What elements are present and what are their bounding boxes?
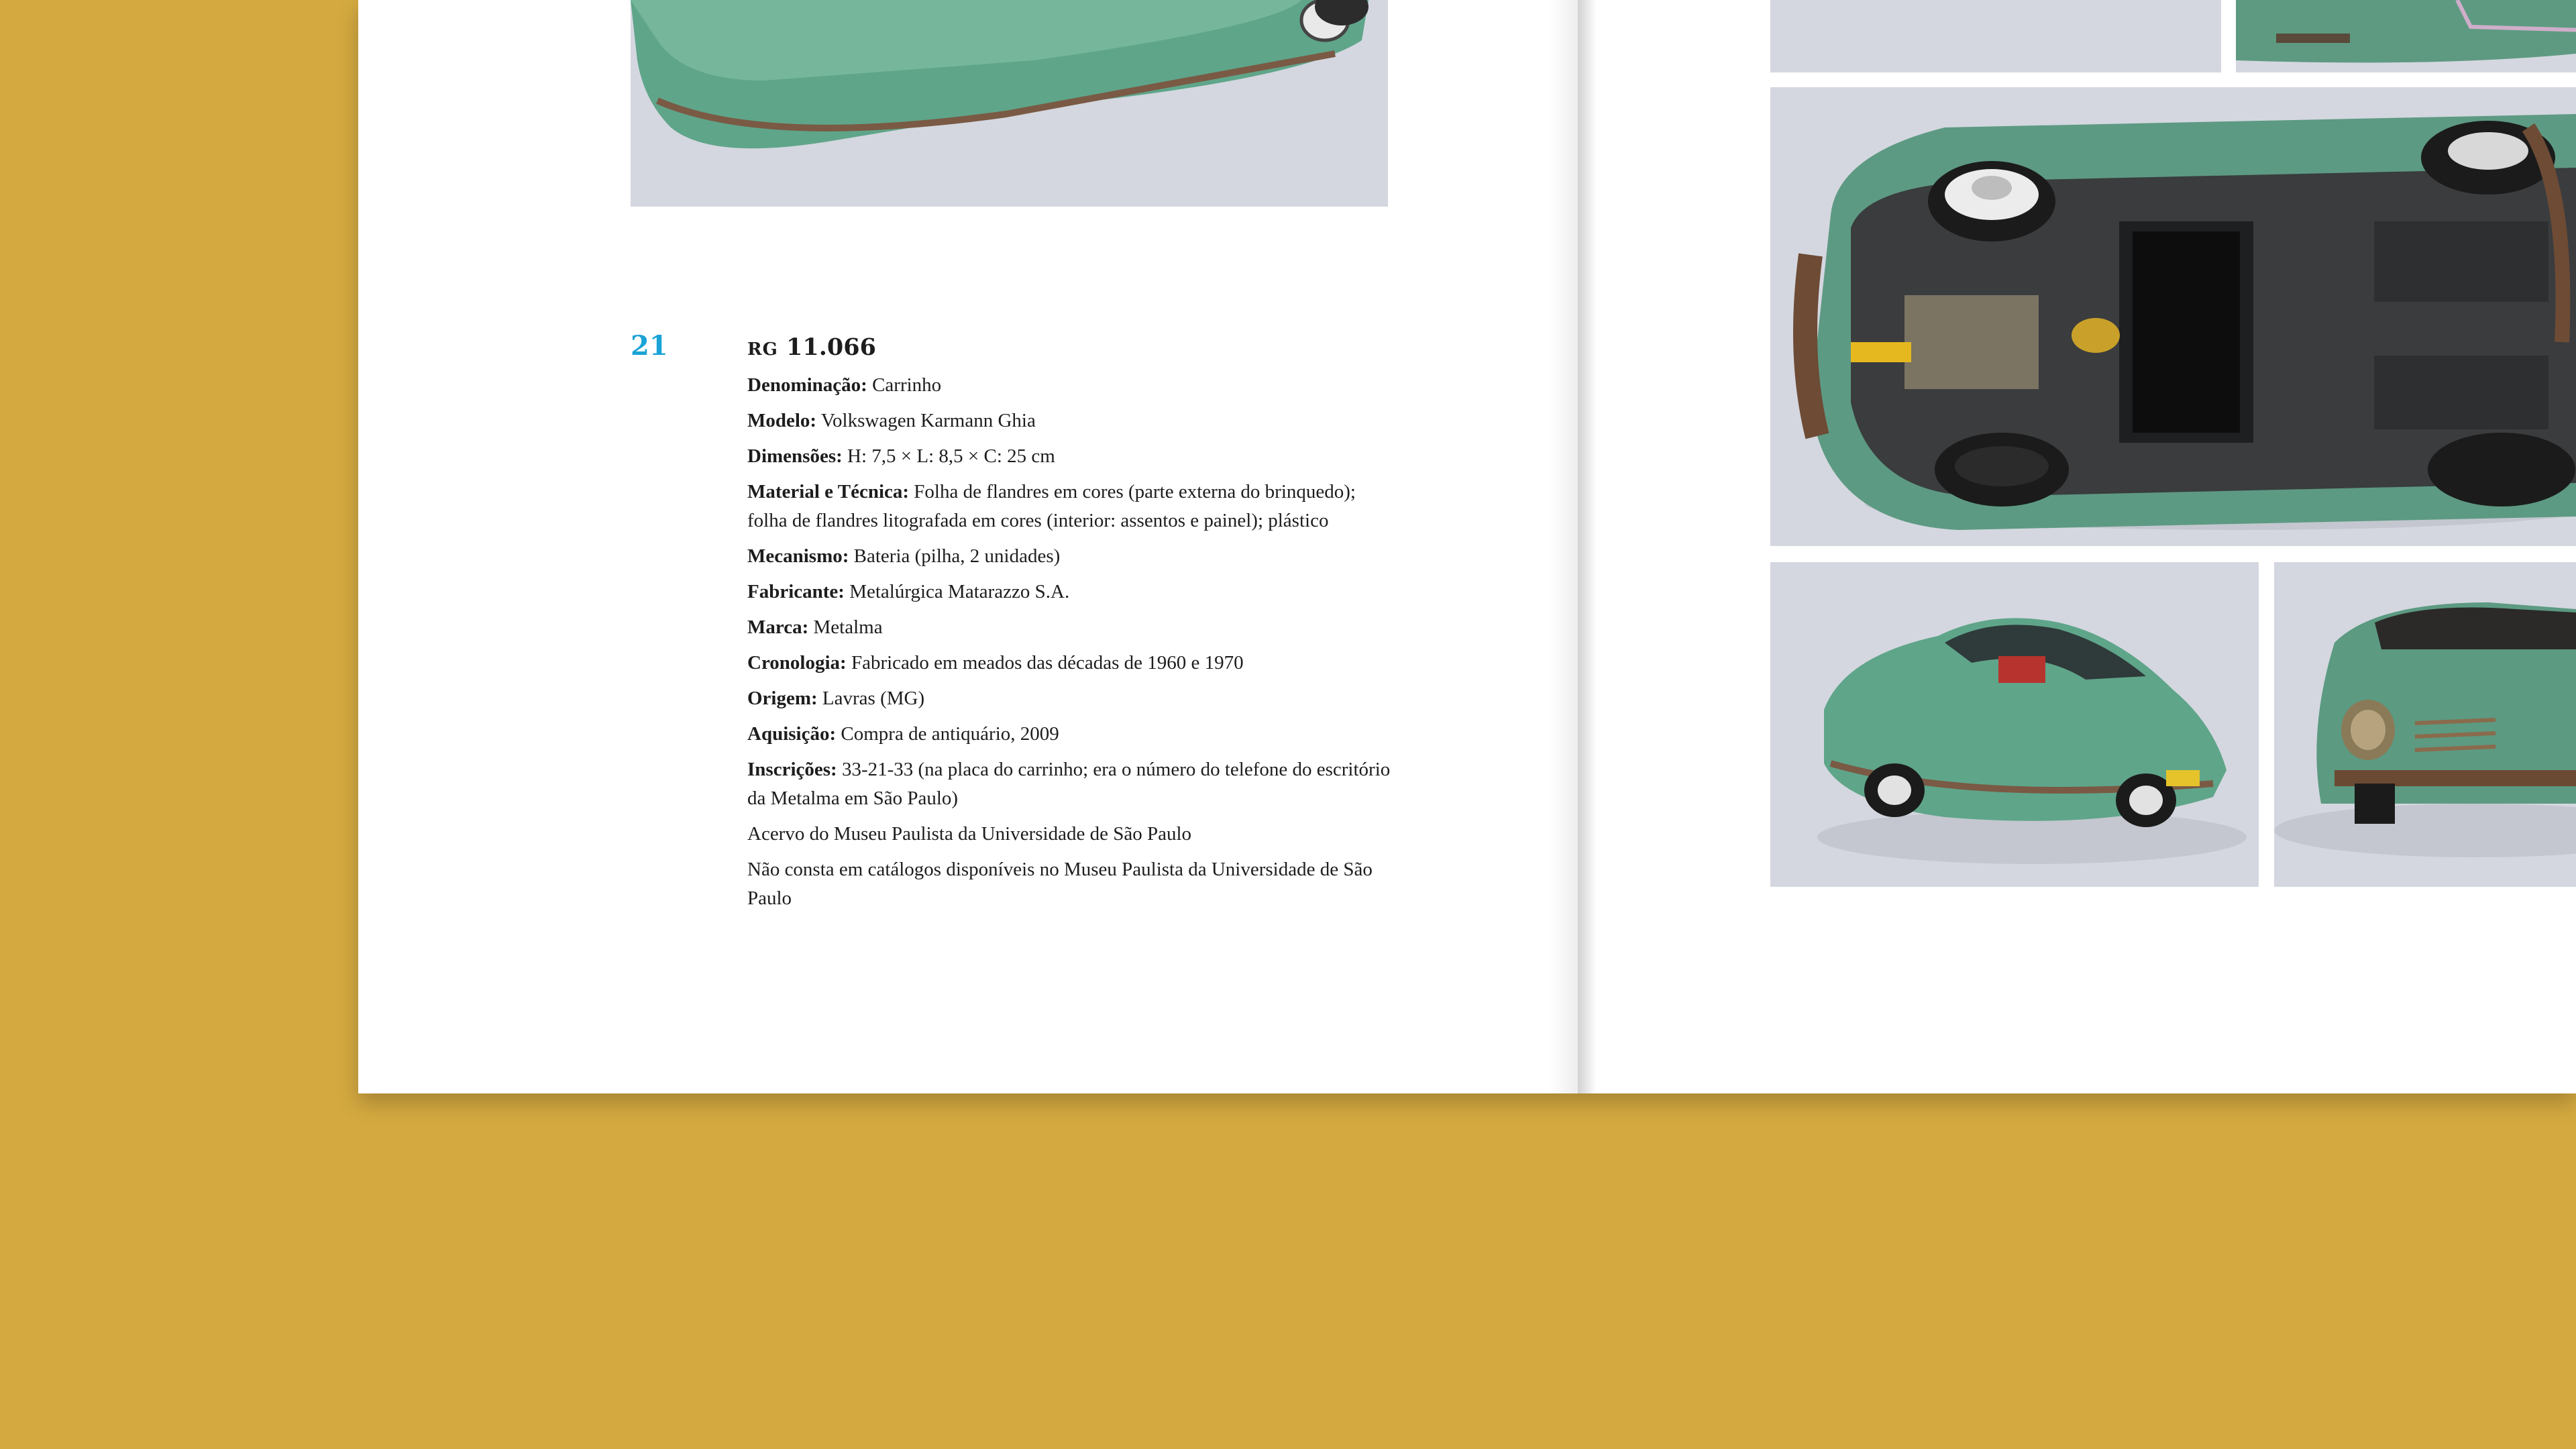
field-mecanismo: Mecanismo: Bateria (pilha, 2 unidades) (747, 545, 1061, 567)
field-fabricante: Fabricante: Metalúrgica Matarazzo S.A. (747, 581, 1070, 602)
car-photo-top-a (1770, 0, 2221, 72)
catalog-entry (747, 334, 1391, 920)
field-origem: Origem: Lavras (MG) (747, 688, 925, 709)
rg-prefix: RG (747, 339, 778, 360)
rg-value: 11.066 (786, 333, 876, 361)
field-cronologia: Cronologia: Fabricado em meados das décadas de 1960 e 1970 (747, 652, 1244, 674)
car-underside-photo (1770, 87, 2576, 546)
field-modelo: Modelo: Volkswagen Karmann Ghia (747, 410, 1036, 431)
field-aquisicao: Aquisição: Compra de antiquário, 2009 (747, 723, 1059, 745)
field-inscricoes: Inscrições: 33-21-33 (na placa do carrinho; era o número do telefone do escritório da Metalma em São Paulo) (747, 759, 1391, 809)
entry-number: 21 (631, 330, 668, 362)
car-photo-top-b (2236, 0, 2576, 72)
car-rear-photo (1770, 562, 2259, 887)
field-material-tecnica: Material e Técnica: Folha de flandres em cores (parte externa do brinquedo); folha de flandres litografada em cores (interior: assentos e painel); plástico (747, 481, 1356, 531)
car-front-photo (631, 0, 1388, 207)
field-dimensoes: Dimensões: H: 7,5 × L: 8,5 × C: 25 cm (747, 445, 1055, 467)
rg-code (747, 334, 1391, 363)
field-marca: Marca: Metalma (747, 616, 883, 638)
note-catalogos: Não consta em catálogos disponíveis no Museu Paulista da Universidade de São Paulo (747, 859, 1373, 909)
car-front-view-photo (2274, 562, 2576, 887)
gutter-shadow-left (1550, 0, 1578, 1093)
field-denominacao: Denominação: Carrinho (747, 374, 942, 396)
gutter-shadow (1578, 0, 1597, 1093)
note-acervo: Acervo do Museu Paulista da Universidade de São Paulo (747, 823, 1192, 845)
